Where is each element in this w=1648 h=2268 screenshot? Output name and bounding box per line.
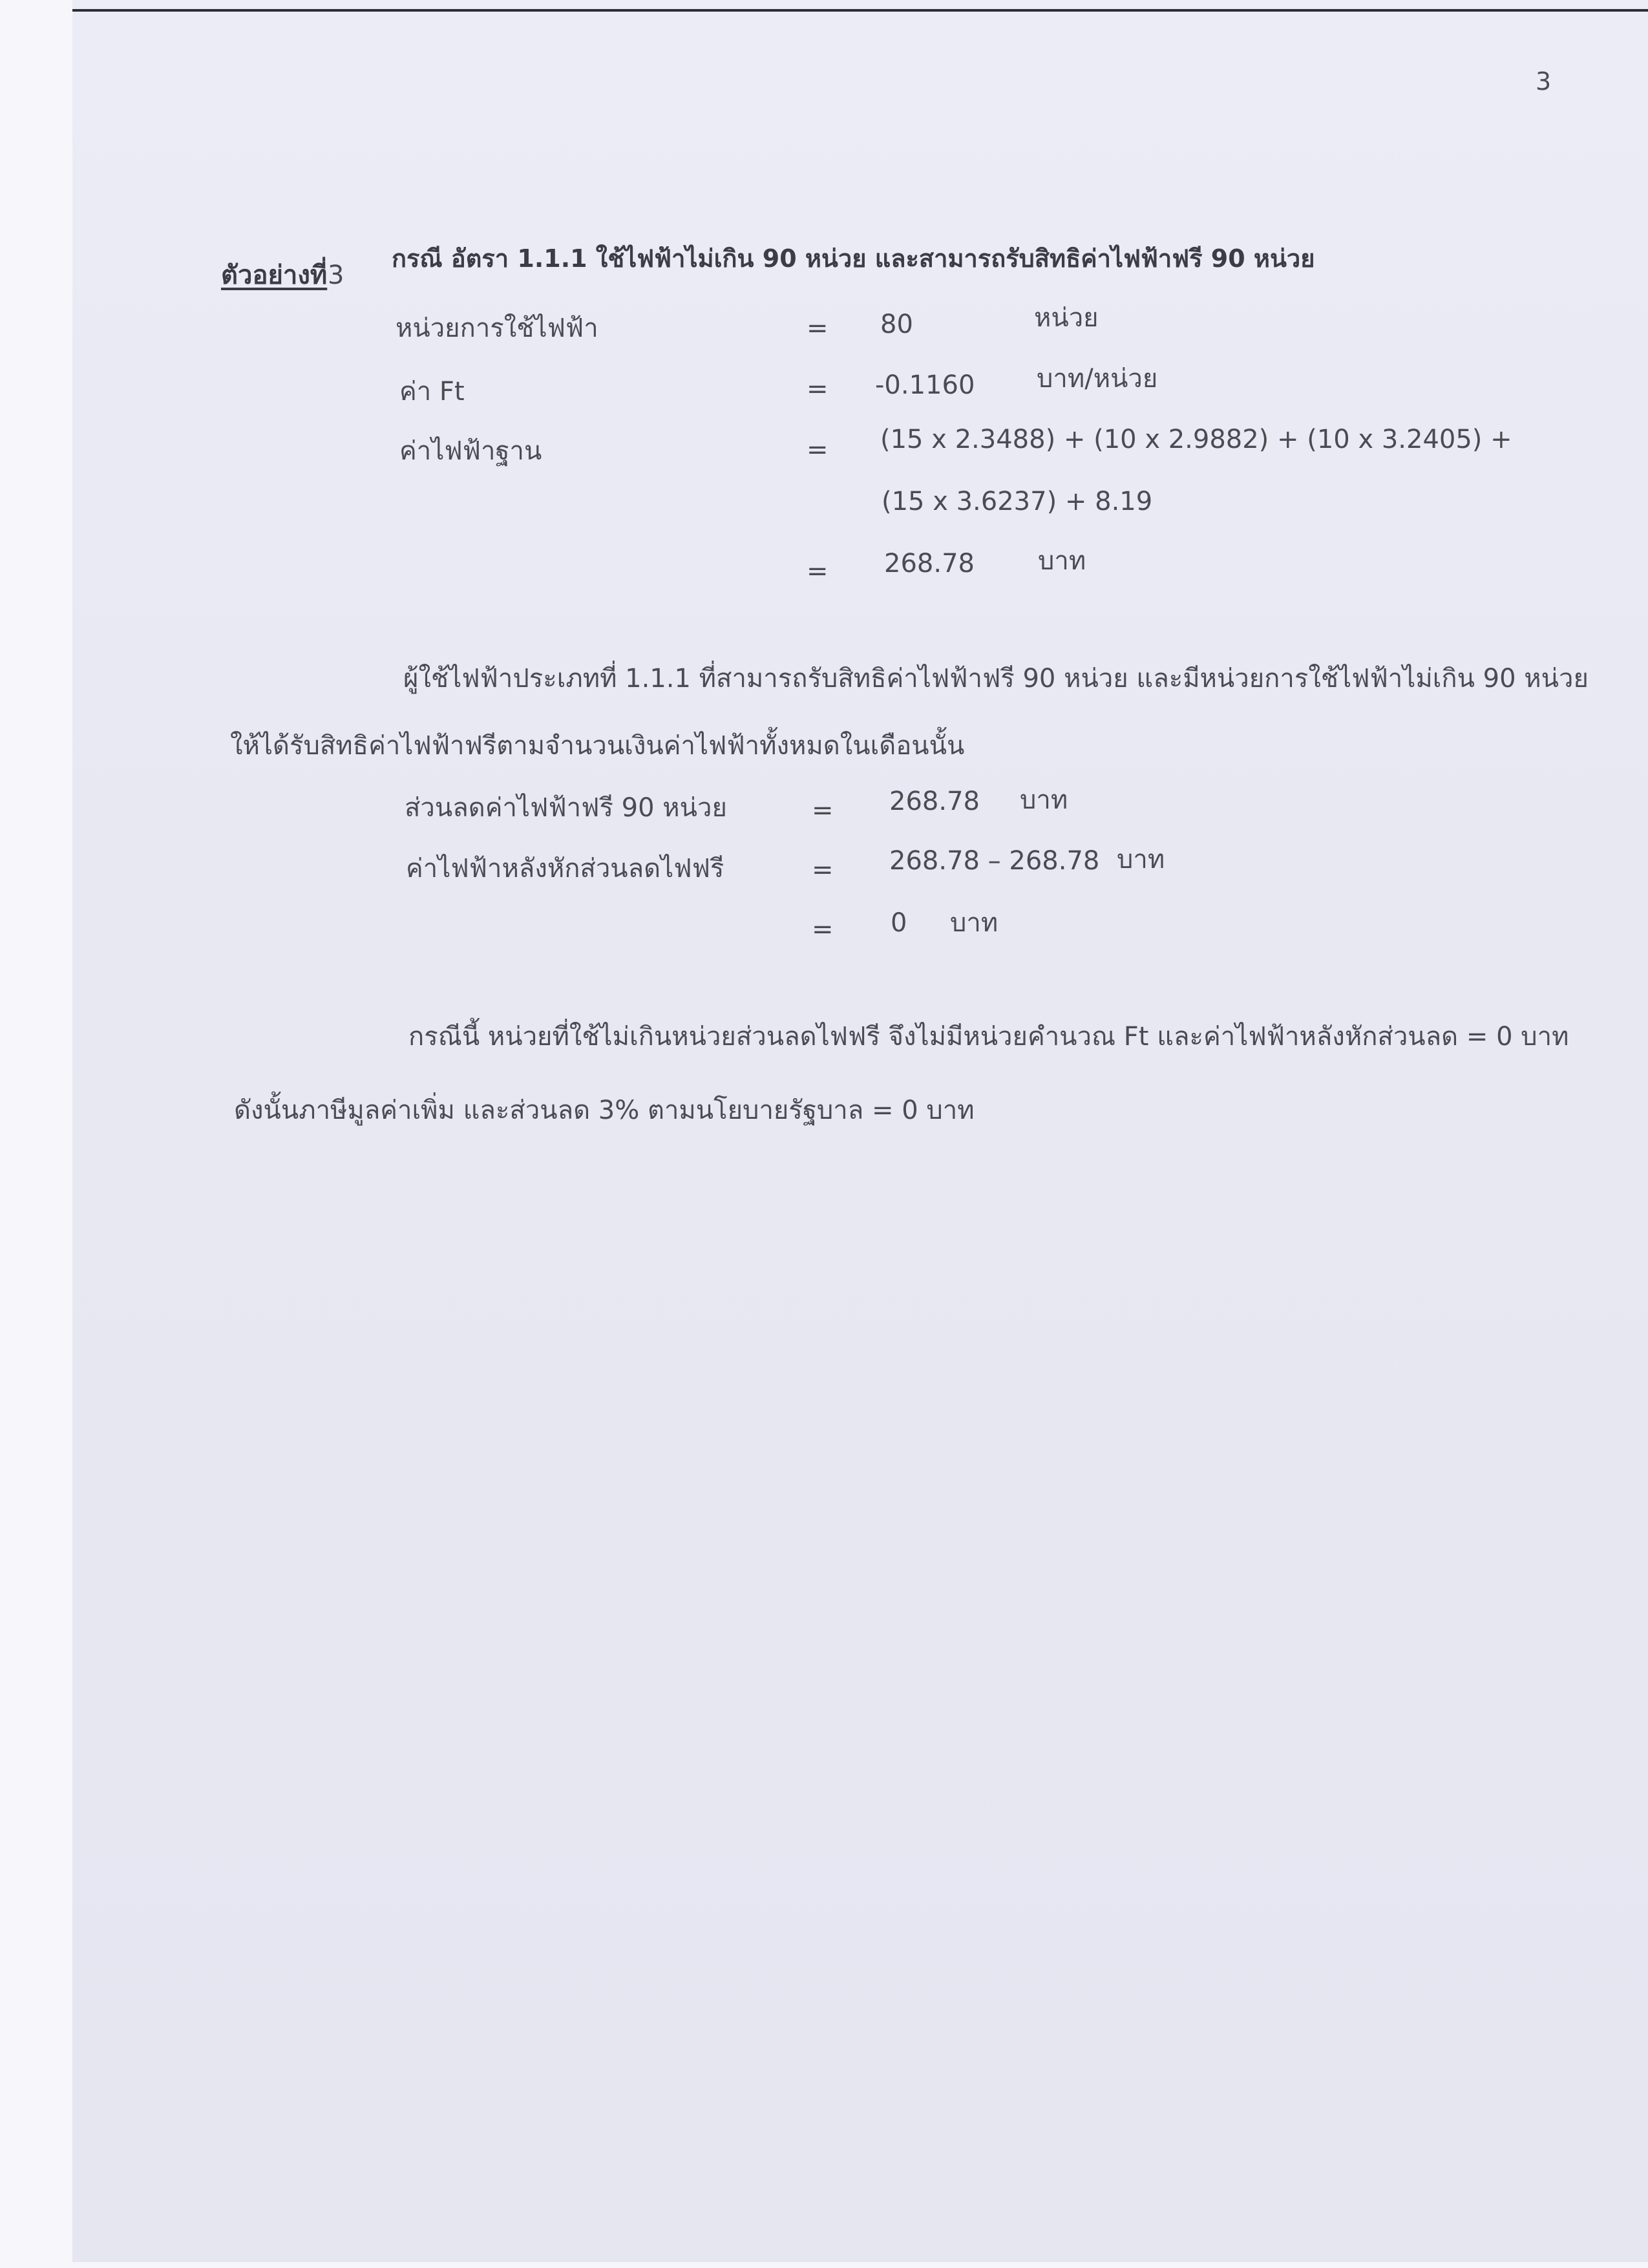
scan-edge-line: [72, 9, 1648, 12]
example-number: 3: [328, 260, 344, 290]
base-formula-line-1: (15 x 2.3488) + (10 x 2.9882) + (10 x 3.2405) +: [880, 425, 1512, 454]
paragraph-2-line-1: กรณีนี้ หน่วยที่ใช้ไม่เกินหน่วยส่วนลดไฟฟรี จึงไม่มีหน่วยคำนวณ Ft และค่าไฟฟ้าหลังหักส่วนลด = 0 บาท: [408, 1022, 1569, 1052]
paragraph-1-line-2: ให้ได้รับสิทธิค่าไฟฟ้าฟรีตามจำนวนเงินค่าไฟฟ้าทั้งหมดในเดือนนั้น: [230, 731, 965, 761]
after-discount-unit: บาท: [1117, 845, 1165, 874]
base-result-unit: บาท: [1038, 546, 1086, 576]
base-result-value: 268.78: [884, 549, 975, 578]
equals-sign: =: [812, 796, 834, 825]
units-value: 80: [880, 310, 913, 339]
base-label: ค่าไฟฟ้าฐาน: [399, 436, 542, 466]
paragraph-1-line-1: ผู้ใช้ไฟฟ้าประเภทที่ 1.1.1 ที่สามารถรับสิทธิค่าไฟฟ้าฟรี 90 หน่วย และมีหน่วยการใช้ไฟฟ้าไม่เกิน 90 หน่วย: [403, 664, 1589, 694]
paragraph-2-line-2: ดังนั้นภาษีมูลค่าเพิ่ม และส่วนลด 3% ตามนโยบายรัฐบาล = 0 บาท: [234, 1096, 975, 1125]
equals-sign: =: [812, 855, 834, 885]
equals-sign: =: [807, 313, 829, 343]
page-number: 3: [1536, 67, 1552, 96]
final-unit: บาท: [950, 908, 998, 938]
example-label: ตัวอย่างที่: [221, 260, 328, 290]
final-value: 0: [891, 908, 907, 938]
ft-value: -0.1160: [875, 370, 975, 400]
ft-label: ค่า Ft: [399, 377, 465, 407]
paper-sheet: [72, 0, 1648, 2262]
ft-unit: บาท/หน่วย: [1037, 364, 1158, 394]
equals-sign: =: [807, 556, 829, 586]
units-label: หน่วยการใช้ไฟฟ้า: [396, 313, 598, 343]
discount-value: 268.78: [889, 787, 980, 816]
after-discount-value: 268.78 – 268.78: [889, 846, 1100, 876]
equals-sign: =: [812, 915, 834, 944]
base-formula-line-2: (15 x 3.6237) + 8.19: [882, 487, 1153, 516]
example-heading: กรณี อัตรา 1.1.1 ใช้ไฟฟ้าไม่เกิน 90 หน่วย และสามารถรับสิทธิค่าไฟฟ้าฟรี 90 หน่วย: [392, 244, 1315, 273]
equals-sign: =: [807, 435, 829, 465]
equals-sign: =: [807, 374, 829, 404]
units-unit: หน่วย: [1034, 303, 1099, 333]
discount-unit: บาท: [1020, 785, 1068, 815]
discount-label: ส่วนลดค่าไฟฟ้าฟรี 90 หน่วย: [405, 793, 727, 823]
after-discount-label: ค่าไฟฟ้าหลังหักส่วนลดไฟฟรี: [406, 854, 724, 884]
